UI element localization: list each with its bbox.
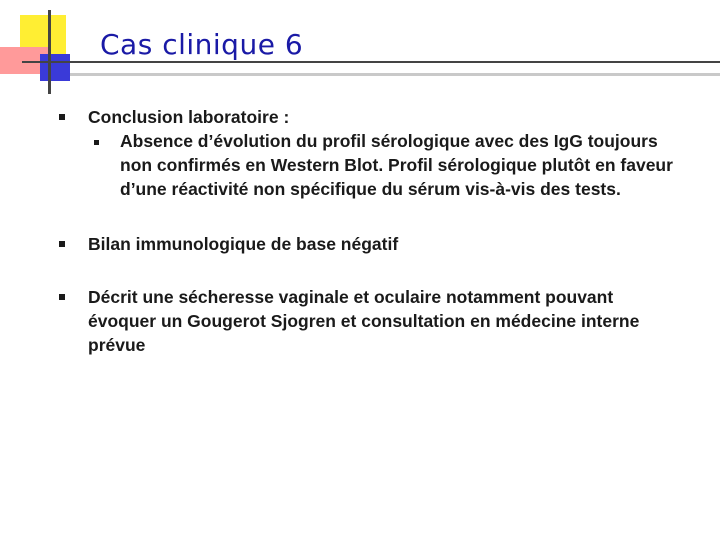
bullet-text: Conclusion laboratoire : [88,107,290,127]
title-underline-shadow [70,73,720,76]
square-bullet-icon [94,140,99,145]
sub-bullet-item [88,129,675,201]
bullet-item-bilan [55,232,675,256]
bullet-item-conclusion [55,105,675,201]
square-bullet-icon [59,241,65,247]
slide-body [55,105,675,357]
bullet-text: Décrit une sécheresse vaginale et oculaire notamment pouvant évoquer un Gougerot Sjogren et consultation en médecine interne prévue [88,287,640,355]
square-bullet-icon [59,294,65,300]
bullet-item-secheresse [55,285,675,357]
title-underline [22,61,720,63]
square-bullet-icon [59,114,65,120]
decor-blue-square [40,54,70,81]
sub-bullet-text: Absence d’évolution du profil sérologique avec des IgG toujours non confirmés en Western Blot. Profil sérologique plutôt en faveur d’une réactivité non spécifique du sérum vis-à-vis des tests. [120,131,673,199]
decor-vertical-line [48,10,51,94]
slide-title: Cas clinique 6 [100,28,304,61]
bullet-text: Bilan immunologique de base négatif [88,234,399,254]
